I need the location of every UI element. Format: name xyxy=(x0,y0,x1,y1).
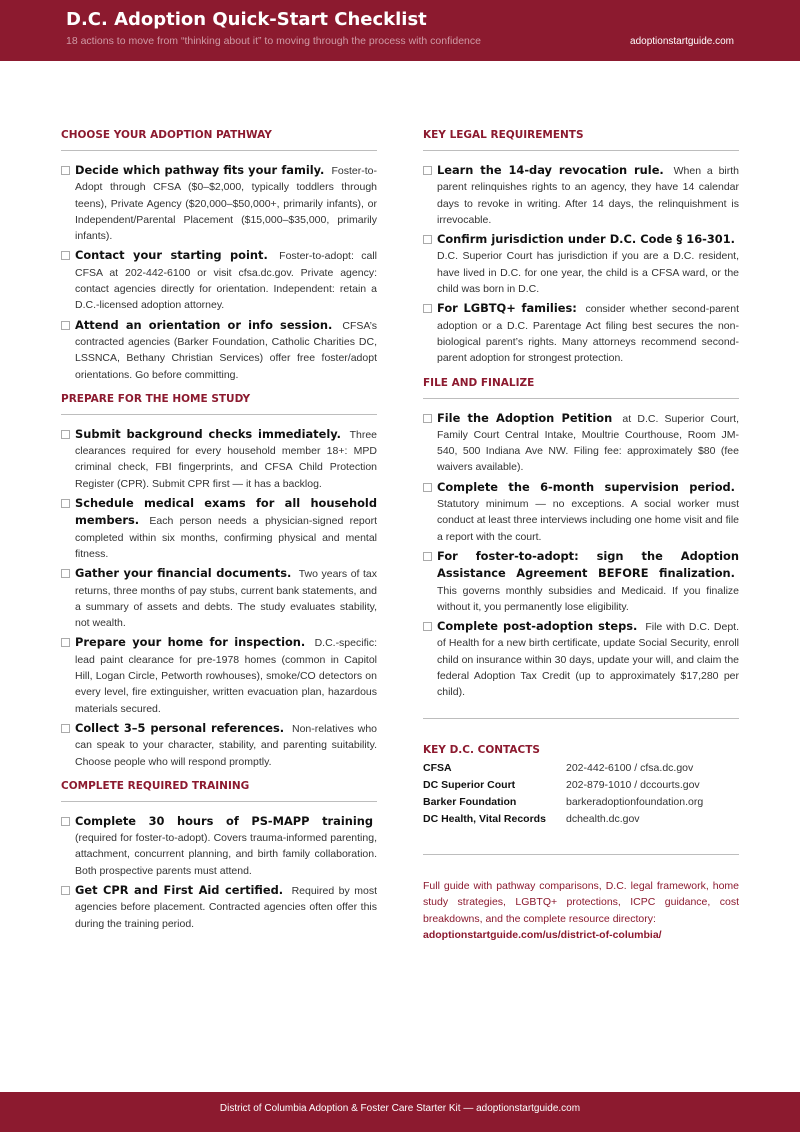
item-body: File with D.C. Dept. of Health for a new birth certificate, update Social Security, enroll child on insurance within 30 days, update your will, and claim the federal Adoption Tax Credit (up to approximately $17,280 per child). xyxy=(437,621,740,699)
checklist-item xyxy=(61,813,377,879)
section-title: PREPARE FOR THE HOME STUDY xyxy=(61,393,377,415)
item-title: Schedule medical exams for all household members. xyxy=(75,496,377,528)
item-title: Decide which pathway fits your family. xyxy=(75,163,325,177)
checkbox-icon[interactable] xyxy=(423,166,432,175)
checkbox-icon[interactable] xyxy=(61,251,70,260)
checklist-item xyxy=(61,720,377,770)
item-body: This governs monthly subsidies and Medicaid. If you finalize without it, you permanently lose eligibility. xyxy=(437,584,739,613)
item-body: D.C.-specific: lead paint clearance for pre-1978 homes (common in Capitol Hill, Logan Circle, Petworth rowhouses), smoke/CO detectors on every level, fire extinguisher, written evacuation plan, hazardous materials secured. xyxy=(75,637,377,715)
checklist-item xyxy=(61,634,377,716)
checklist-item xyxy=(423,479,739,545)
guide-link[interactable]: adoptionstartguide.com/us/district-of-columbia/ xyxy=(423,929,662,942)
item-title: Complete post-adoption steps. xyxy=(437,619,638,634)
item-title: Confirm jurisdiction under D.C. Code § 16-301. xyxy=(437,232,735,247)
checkbox-icon[interactable] xyxy=(61,886,70,895)
item-title: Complete the 6-month supervision period. xyxy=(437,479,735,494)
checkbox-icon[interactable] xyxy=(61,499,70,508)
item-title: For LGBTQ+ families: xyxy=(437,301,577,316)
section-legal xyxy=(423,129,739,367)
checklist-item xyxy=(61,882,377,932)
page-header xyxy=(0,0,800,61)
checklist-item xyxy=(61,317,377,383)
item-body: Foster-to-Adopt through CFSA ($0–$2,000, typically toddlers through teens), Private Agency ($20,000–$50,000+, primarily infants), or Independent/Parental Placement ($15,000–$35,000, primarily infants). xyxy=(75,165,378,243)
item-body: Foster-to-adopt: call CFSA at 202-442-6100 or visit cfsa.dc.gov. Private agency: contact agencies directly for orientation. Independent: retain a D.C.-licensed adoption attorney. xyxy=(75,250,378,312)
contact-name: DC Health, Vital Records xyxy=(423,812,546,825)
item-title: Complete 30 hours of PS-MAPP training xyxy=(75,813,373,828)
divider xyxy=(423,854,739,855)
page-footer xyxy=(0,1092,800,1132)
guide-note xyxy=(423,878,739,944)
item-title: Learn the 14-day revocation rule. xyxy=(437,163,664,177)
item-body: Three clearances required for every household member 18+: MPD criminal check, FBI fingerprints, and CFSA Child Protection Register (CPR). Submit CPR first — it has a backlog. xyxy=(75,428,377,490)
checklist-item xyxy=(61,426,377,492)
section-title: FILE AND FINALIZE xyxy=(423,377,739,399)
checklist-item xyxy=(423,548,739,615)
checklist-item xyxy=(61,162,377,244)
contact-row xyxy=(423,794,739,811)
footer-text: District of Columbia Adoption & Foster Care Starter Kit — adoptionstartguide.com xyxy=(219,1103,581,1114)
page-title: D.C. Adoption Quick-Start Checklist xyxy=(66,9,427,30)
checkbox-icon[interactable] xyxy=(61,430,70,439)
contact-name: DC Superior Court xyxy=(423,778,516,791)
item-body: Statutory minimum — no exceptions. A social worker must conduct at least three interviews including one home visit and file a report with the court. xyxy=(437,498,739,543)
guide-text: Full guide with pathway comparisons, D.C. legal framework, home study strategies, LGBTQ+ protections, ICPC guidance, cost breakdowns, and the complete resource directory: xyxy=(423,879,739,925)
checklist-item xyxy=(423,231,739,297)
contact-row xyxy=(423,760,739,777)
checklist-item xyxy=(61,247,377,313)
checklist-item xyxy=(61,565,377,631)
item-title: Attend an orientation or info session. xyxy=(75,317,333,332)
contacts-block xyxy=(423,718,739,944)
checkbox-icon[interactable] xyxy=(61,321,70,330)
item-body: When a birth parent relinquishes rights to an agency, they have 14 calendar days to revoke in writing. After 14 days, the relinquishment is irrevocable. xyxy=(437,165,739,226)
checkbox-icon[interactable] xyxy=(61,638,70,647)
item-body: (required for foster-to-adopt). Covers trauma-informed parenting, attachment, concurrent planning, and birth family collaboration. Both prospective parents must attend. xyxy=(75,832,377,877)
checkbox-icon[interactable] xyxy=(423,483,432,492)
left-column xyxy=(61,129,377,935)
item-title: File the Adoption Petition xyxy=(437,410,613,425)
section-choose-pathway xyxy=(61,129,377,383)
contacts-table xyxy=(423,760,739,828)
checkbox-icon[interactable] xyxy=(423,414,432,423)
item-body: Each person needs a physician-signed report completed within six months, confirming physical and mental fitness. xyxy=(75,515,378,560)
item-body: at D.C. Superior Court, Family Court Central Intake, Moultrie Courthouse, Room JM-540, 500 Indiana Ave NW. Filing fee: approximately $80 (fee waivers available). xyxy=(437,412,740,474)
section-title: KEY LEGAL REQUIREMENTS xyxy=(423,129,739,151)
checklist-item xyxy=(423,618,739,700)
item-title: Contact your starting point. xyxy=(75,248,268,263)
item-body: Non-relatives who can speak to your character, stability, and parenting suitability. Choose people who will respond promptly. xyxy=(75,722,377,768)
page-subtitle: 18 actions to move from “thinking about it” to moving through the process with confidence xyxy=(66,35,481,47)
checkbox-icon[interactable] xyxy=(423,304,432,313)
checkbox-icon[interactable] xyxy=(423,552,432,561)
checkbox-icon[interactable] xyxy=(423,235,432,244)
checkbox-icon[interactable] xyxy=(61,817,70,826)
checkbox-icon[interactable] xyxy=(61,569,70,578)
item-title: Prepare your home for inspection. xyxy=(75,635,306,650)
contact-row xyxy=(423,811,739,828)
section-training xyxy=(61,780,377,932)
checklist-item xyxy=(61,495,377,562)
section-finalize xyxy=(423,377,739,701)
checkbox-icon[interactable] xyxy=(61,724,70,733)
header-site-link[interactable]: adoptionstartguide.com xyxy=(630,36,734,47)
right-column xyxy=(423,129,739,944)
section-title: COMPLETE REQUIRED TRAINING xyxy=(61,780,377,802)
checklist-item xyxy=(423,300,739,366)
contact-value: barkeradoptionfoundation.org xyxy=(566,795,704,808)
checklist-item xyxy=(423,410,739,476)
contact-name: Barker Foundation xyxy=(423,795,517,808)
checkbox-icon[interactable] xyxy=(423,622,432,631)
item-body: Required by most agencies before placement. Contracted agencies often offer this during the training period. xyxy=(75,884,377,930)
item-title: Submit background checks immediately. xyxy=(75,426,341,441)
item-title: For foster-to-adopt: sign the Adoption Assistance Agreement BEFORE finalization. xyxy=(437,548,739,581)
checklist-item xyxy=(423,162,739,228)
item-body: CFSA’s contracted agencies (Barker Foundation, Catholic Charities DC, LSSNCA, Bethany Christian Services) offer free foster/adopt orientations. Go before committing. xyxy=(75,319,378,381)
item-body: Two years of tax returns, three months of pay stubs, current bank statements, and a summary of assets and debts. The study evaluates stability, not wealth. xyxy=(75,568,377,630)
contact-value: 202-879-1010 / dccourts.gov xyxy=(566,778,700,791)
contact-name: CFSA xyxy=(423,761,452,774)
contacts-title: KEY D.C. CONTACTS xyxy=(423,743,540,756)
item-title: Get CPR and First Aid certified. xyxy=(75,882,284,897)
section-home-study xyxy=(61,393,377,770)
checkbox-icon[interactable] xyxy=(61,166,70,175)
item-title: Collect 3–5 personal references. xyxy=(75,720,285,735)
contact-row xyxy=(423,777,739,794)
item-title: Gather your financial documents. xyxy=(75,566,292,581)
divider xyxy=(423,718,739,719)
section-title: CHOOSE YOUR ADOPTION PATHWAY xyxy=(61,129,377,151)
contact-value: dchealth.dc.gov xyxy=(566,812,640,825)
contact-value: 202-442-6100 / cfsa.dc.gov xyxy=(566,761,694,774)
item-body: consider whether second-parent adoption or a D.C. Parentage Act filing best secures the non-biological parent’s rights. Many attorneys recommend second-parent adoption for strongest protection. xyxy=(437,303,740,365)
item-body: D.C. Superior Court has jurisdiction if you are a D.C. resident, have lived in D.C. for one year, the child is a CFSA ward, or the child was born in D.C. xyxy=(437,250,739,296)
